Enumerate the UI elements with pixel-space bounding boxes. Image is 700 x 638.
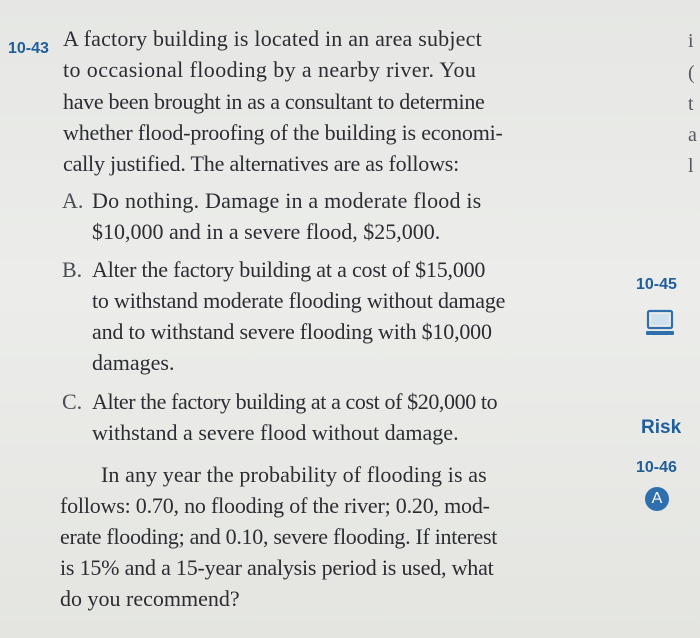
intro-line: have been brought in as a consultant to determine (63, 89, 485, 114)
option-letter: C. (62, 389, 83, 414)
intro-line: whether flood-proofing of the building is economi- (63, 120, 503, 145)
edge-text-fragment: ( (688, 62, 695, 84)
option-b-line: to withstand moderate flooding without damage (92, 288, 506, 313)
edge-text-fragment: i (688, 30, 694, 52)
option-letter: B. (62, 257, 83, 282)
intro-line: cally justified. The alternatives are as follows: (63, 151, 460, 176)
option-b-line: damages. (92, 350, 175, 375)
closing-line: is 15% and a 15-year analysis period is used, what (60, 555, 494, 580)
margin-problem-number: 10-46 (636, 459, 677, 476)
intro-line: to occasional flooding by a nearby river. You (63, 57, 477, 82)
intro-line: A factory building is located in an area subject (63, 26, 482, 51)
closing-line: erate flooding; and 0.10, severe flooding. If interest (60, 524, 498, 549)
closing-line: do you recommend? (60, 586, 240, 611)
option-a-line: $10,000 and in a severe flood, $25,000. (92, 219, 441, 244)
risk-label: Risk (641, 417, 682, 438)
problem-number: 10-43 (8, 40, 49, 57)
edge-text-fragment: a (688, 124, 697, 146)
option-c-line: Alter the factory building at a cost of $20,000 to (92, 389, 498, 414)
closing-line: follows: 0.70, no flooding of the river; 0.20, mod- (60, 493, 490, 518)
badge-a-icon: A (645, 487, 669, 511)
edge-text-fragment: t (688, 93, 694, 115)
edge-text-fragment: l (688, 155, 694, 177)
margin-problem-number: 10-45 (636, 276, 677, 293)
option-letter: A. (62, 188, 84, 213)
computer-monitor-icon (645, 308, 675, 338)
option-c-line: withstand a severe flood without damage. (92, 420, 459, 445)
option-b-line: and to withstand severe flooding with $10,000 (92, 319, 492, 344)
option-b-line: Alter the factory building at a cost of $15,000 (92, 257, 486, 282)
closing-line: In any year the probability of flooding is as (101, 462, 487, 487)
option-a-line: Do nothing. Damage in a moderate flood is (92, 188, 482, 213)
